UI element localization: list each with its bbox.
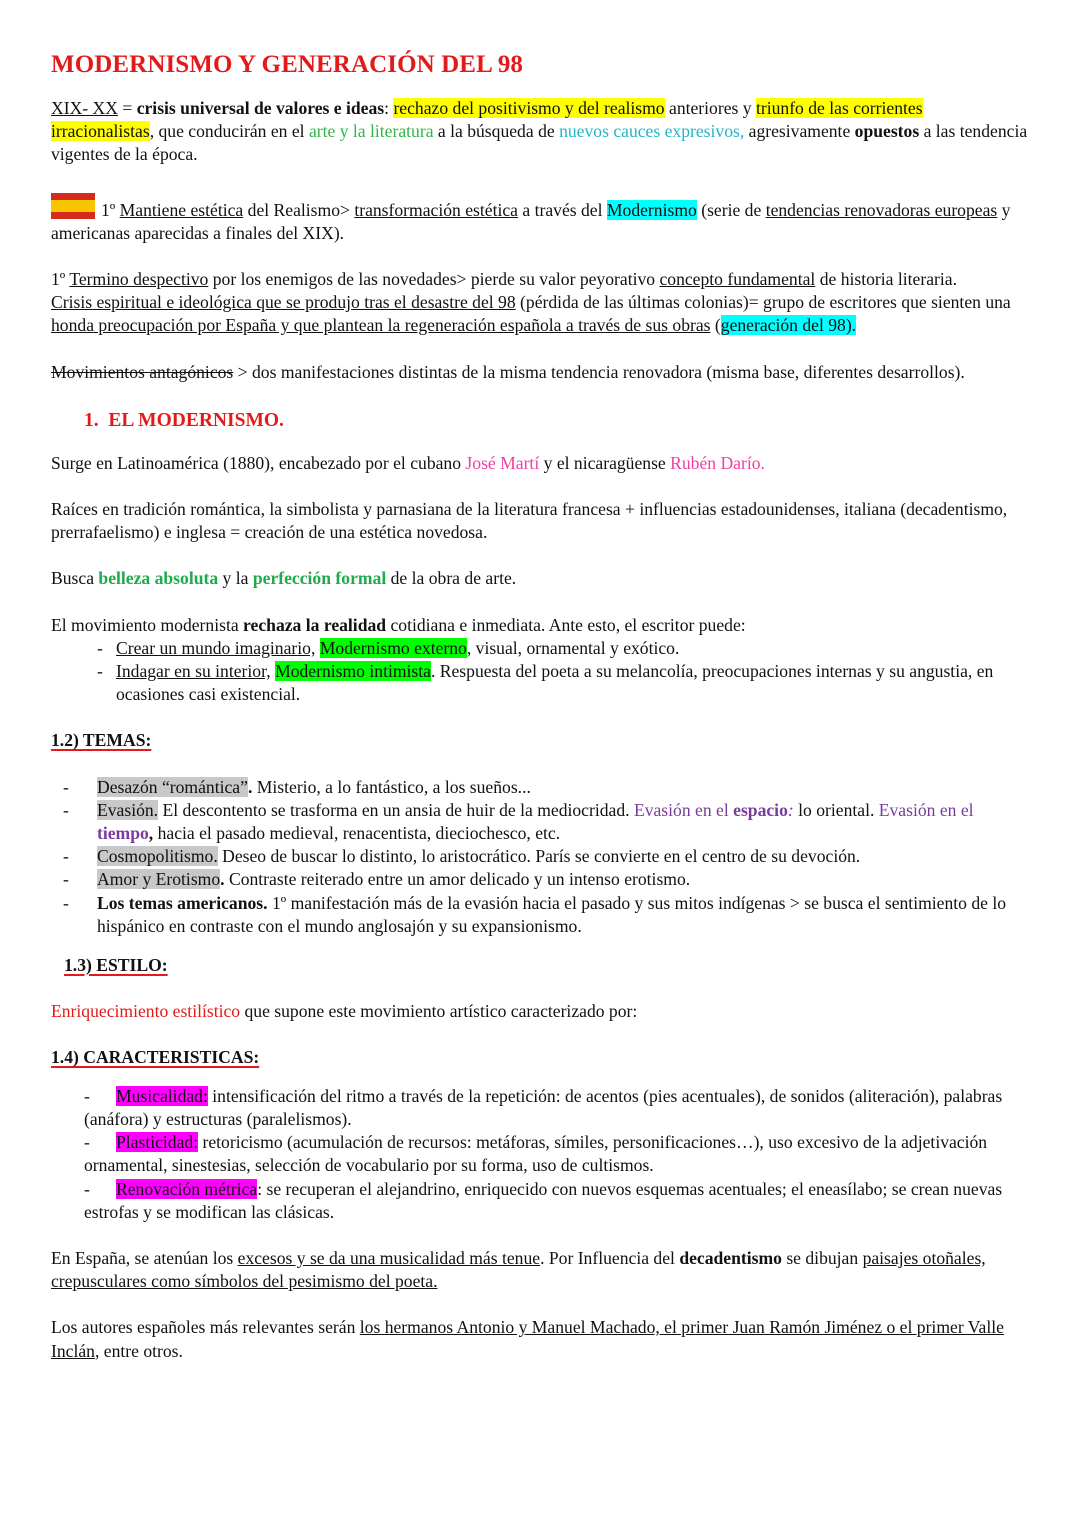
intro-cauces: nuevos cauces expresivos,	[559, 121, 745, 142]
tema-label: Evasión.	[97, 799, 159, 820]
list-item	[84, 1131, 1030, 1177]
tema-evasion-tiempo: Evasión en el	[878, 799, 974, 820]
autores-text: , entre otros.	[94, 1340, 183, 1361]
spacer	[51, 544, 1030, 567]
list-item	[84, 1178, 1030, 1224]
p98-concepto: concepto fundamental	[659, 269, 816, 290]
tema-text: lo oriental.	[793, 799, 879, 820]
intro-opuestos: opuestos	[854, 121, 920, 142]
espana-excesos: excesos y se da una musicalidad más tenue	[237, 1247, 541, 1268]
surge-text: Surge en Latinoamérica (1880), encabezado por el cubano	[51, 452, 466, 473]
spain-modernismo: Modernismo	[606, 199, 697, 220]
list-dash: -	[63, 869, 69, 890]
spacer	[51, 338, 1030, 361]
rechaza-bold: rechaza la realidad	[243, 614, 387, 635]
intro-arte: arte y la literatura	[308, 121, 434, 142]
option-text: . Respuesta del poeta a su melancolía, preocupaciones internas y su angustia, en ocasiones casi existencial.	[116, 661, 994, 705]
espana-text: En España, se atenúan los	[51, 1247, 238, 1268]
antag-struck: Movimientos antagónicos	[51, 361, 234, 382]
antagonic-paragraph	[51, 361, 1030, 384]
intro-text: :	[384, 98, 394, 118]
tema-text: 1º manifestación más de la evasión hacia el pasado y sus mitos indígenas > se busca el sentimiento de lo hispánico en contraste con el mundo anglosajón y su expansionismo.	[97, 892, 1007, 936]
busca-belleza: belleza absoluta	[98, 568, 219, 589]
caract-heading	[51, 1046, 1030, 1069]
option-text: , visual, ornamental y exótico.	[466, 637, 680, 658]
spacer	[51, 1070, 1030, 1085]
spacer	[51, 938, 1030, 954]
autores-paragraph	[51, 1316, 1030, 1362]
p98-paragraph	[51, 268, 1030, 338]
p98-generacion: generación del 98).	[720, 315, 857, 336]
spain-transformacion: transformación estética	[354, 199, 518, 220]
tema-text: Misterio, a lo fantástico, a los sueños...	[252, 776, 531, 797]
estilo-heading	[51, 954, 1030, 977]
list-item	[51, 776, 1030, 799]
busca-perfeccion: perfección formal	[252, 568, 387, 589]
estilo-heading-text: 1.3) ESTILO:	[64, 955, 168, 976]
spain-text: 1º	[101, 199, 120, 220]
antag-text: > dos manifestaciones distintas de la misma tendencia renovadora (misma base, diferentes desarrollos).	[233, 361, 965, 382]
busca-text: Busca	[51, 568, 99, 589]
rechaza-text: El movimiento modernista	[51, 614, 244, 635]
option-highlight: Modernismo externo	[319, 637, 467, 658]
intro-text: anteriores y	[664, 98, 756, 118]
p98-preocupacion: honda preocupación por España y que plantean la regeneración española a través de sus obras	[51, 315, 711, 336]
tema-label: Cosmopolitismo.	[97, 846, 218, 867]
spacer	[51, 384, 1030, 408]
list-dash: -	[63, 846, 69, 867]
caract-label: Musicalidad:	[116, 1085, 208, 1106]
list-item	[51, 868, 1030, 891]
intro-text: agresivamente	[744, 121, 855, 142]
intro-period: XIX- XX	[51, 98, 118, 118]
estilo-paragraph	[51, 1000, 1030, 1023]
autores-names: los hermanos Antonio y Manuel Machado, el primer Juan Ramón Jiménez o el primer Valle Inclán	[51, 1317, 1004, 1361]
tema-text: El descontento se trasforma en un ansia de huir de la mediocridad.	[158, 799, 634, 820]
p98-termino: Termino despectivo	[69, 269, 209, 290]
tema-text: :	[787, 799, 794, 820]
estilo-text: que supone este movimiento artístico caracterizado por:	[240, 1001, 638, 1022]
tema-tiempo: tiempo	[97, 823, 149, 844]
caract-label: Plasticidad:	[116, 1132, 199, 1153]
rechaza-paragraph	[51, 614, 1030, 637]
intro-text: =	[117, 98, 137, 118]
rechaza-text: cotidiana e inmediata. Ante esto, el escritor puede:	[386, 614, 746, 635]
tema-text: Deseo de buscar lo distinto, lo aristocrático. París se convierte en el centro de su devoción.	[217, 846, 861, 867]
espana-paisajes: paisajes otoñales, crepusculares como símbolos del pesimismo del poeta.	[51, 1247, 986, 1292]
temas-list	[51, 776, 1030, 938]
option-highlight: Modernismo intimista	[275, 661, 431, 682]
document-title: MODERNISMO Y GENERACIÓN DEL 98	[51, 51, 524, 78]
section-1-heading	[84, 408, 1030, 434]
spacer	[51, 1293, 1030, 1316]
option-label: Indagar en su interior,	[116, 661, 271, 682]
tema-espacio: espacio	[733, 799, 788, 820]
section-title: EL MODERNISMO.	[108, 409, 284, 431]
p98-text: (pérdida de las últimas colonias)= grupo de escritores que sienten una	[515, 292, 1011, 313]
tema-text: ,	[148, 823, 154, 844]
list-dash: -	[63, 799, 69, 820]
list-item	[97, 637, 1030, 660]
spain-mantiene: Mantiene estética	[119, 199, 244, 220]
tema-evasion-espacio: Evasión en el	[633, 799, 734, 820]
p98-text: de historia literaria.	[815, 269, 957, 290]
list-item	[51, 799, 1030, 845]
p98-text: por los enemigos de las novedades> pierde su valor peyorativo	[208, 269, 660, 290]
list-dash: -	[84, 1085, 90, 1106]
estilo-enriquecimiento: Enriquecimiento estilístico	[51, 1001, 241, 1022]
espana-text: se dibujan	[781, 1247, 863, 1268]
tema-text: Contraste reiterado entre un amor delicado y un intenso erotismo.	[224, 869, 691, 890]
list-dash: -	[63, 776, 69, 797]
list-dash: -	[84, 1132, 90, 1153]
p98-text: 1º	[51, 269, 70, 290]
spacer	[51, 753, 1030, 776]
list-item	[84, 1085, 1030, 1131]
spain-tendencias: tendencias renovadoras europeas	[765, 199, 998, 220]
spacer	[51, 475, 1030, 498]
caract-heading-text: 1.4) CARACTERISTICAS:	[51, 1047, 260, 1068]
intro-text: a las tendencia vigentes de la época.	[51, 121, 1028, 165]
spain-text: y americanas aparecidas a finales del XIX).	[51, 199, 1011, 243]
busca-text: de la obra de arte.	[386, 568, 517, 589]
tema-label: Amor y Erotismo	[97, 869, 221, 890]
p98-text: (	[710, 315, 721, 336]
list-item	[97, 660, 1030, 706]
spacer	[51, 167, 1030, 193]
surge-dario: Rubén Darío.	[670, 452, 765, 473]
spain-text: del Realismo>	[243, 199, 355, 220]
busca-paragraph	[51, 567, 1030, 590]
intro-highlight-rechazo: rechazo del positivismo y del realismo	[393, 98, 665, 118]
surge-marti: José Martí	[465, 452, 540, 473]
caract-text: retoricismo (acumulación de recursos: metáforas, símiles, personificaciones…), uso excesivo de la adjetivación ornamental, sinestesias, selección de vocabulario por su forma, uso de cultismos.	[84, 1132, 988, 1176]
busca-text: y la	[218, 568, 253, 589]
spain-paragraph	[51, 193, 1030, 245]
p98-crisis: Crisis espiritual e ideológica que se produjo tras el desastre del 98	[51, 292, 516, 313]
temas-heading	[51, 729, 1030, 752]
intro-crisis: crisis universal de valores e ideas	[136, 98, 385, 118]
spacer	[51, 706, 1030, 729]
espana-paragraph	[51, 1247, 1030, 1293]
caract-list	[51, 1085, 1030, 1224]
autores-text: Los autores españoles más relevantes serán	[51, 1317, 360, 1338]
temas-heading-text: 1.2) TEMAS:	[51, 730, 152, 751]
tema-label: Los temas americanos.	[97, 892, 268, 913]
tema-text: hacia el pasado medieval, renacentista, dieciochesco, etc.	[153, 823, 561, 844]
list-dash: -	[97, 661, 103, 682]
list-item	[51, 892, 1030, 938]
spain-flag-icon	[51, 193, 95, 219]
intro-highlight-triunfo: triunfo de las corrientes irracionalistas	[51, 98, 923, 142]
list-item	[51, 845, 1030, 868]
espana-decadentismo: decadentismo	[679, 1247, 782, 1268]
tema-text: .	[247, 776, 253, 797]
intro-paragraph	[51, 97, 1030, 167]
intro-text: a la búsqueda de	[433, 121, 560, 142]
caract-text: : se recuperan el alejandrino, enriquecido con nuevos esquemas acentuales; el eneasílabo; se crean nuevas estrofas y se modifican las clásicas.	[84, 1178, 1003, 1222]
spacer	[51, 245, 1030, 268]
list-dash: -	[97, 637, 103, 658]
intro-text: , que conducirán en el	[149, 121, 309, 142]
surge-text: y el nicaragüense	[539, 452, 671, 473]
section-number: 1.	[84, 409, 99, 431]
options-list	[51, 637, 1030, 707]
raices-paragraph: Raíces en tradición romántica, la simbolista y parnasiana de la literatura francesa + influencias estadounidenses, italiana (decadentismo, prerrafaelismo) e inglesa = creación de una estética novedosa.	[51, 499, 1008, 543]
list-dash: -	[63, 892, 69, 913]
caract-text: intensificación del ritmo a través de la repetición: de acentos (pies acentuales), de sonidos (aliteración), palabras (anáfora) y estructuras (paralelismos).	[84, 1085, 1003, 1129]
tema-text: .	[220, 869, 225, 890]
spacer	[51, 591, 1030, 614]
caract-label: Renovación métrica	[116, 1178, 258, 1199]
spain-text: (serie de	[696, 199, 766, 220]
surge-paragraph	[51, 452, 1030, 475]
spain-text: a través del	[517, 199, 607, 220]
espana-text: . Por Influencia del	[540, 1247, 680, 1268]
tema-label: Desazón “romántica”	[97, 776, 248, 797]
list-dash: -	[84, 1178, 90, 1199]
spacer	[51, 1224, 1030, 1247]
option-label: Crear un mundo imaginario,	[116, 637, 316, 658]
spacer	[51, 977, 1030, 1000]
spacer	[51, 1023, 1030, 1046]
